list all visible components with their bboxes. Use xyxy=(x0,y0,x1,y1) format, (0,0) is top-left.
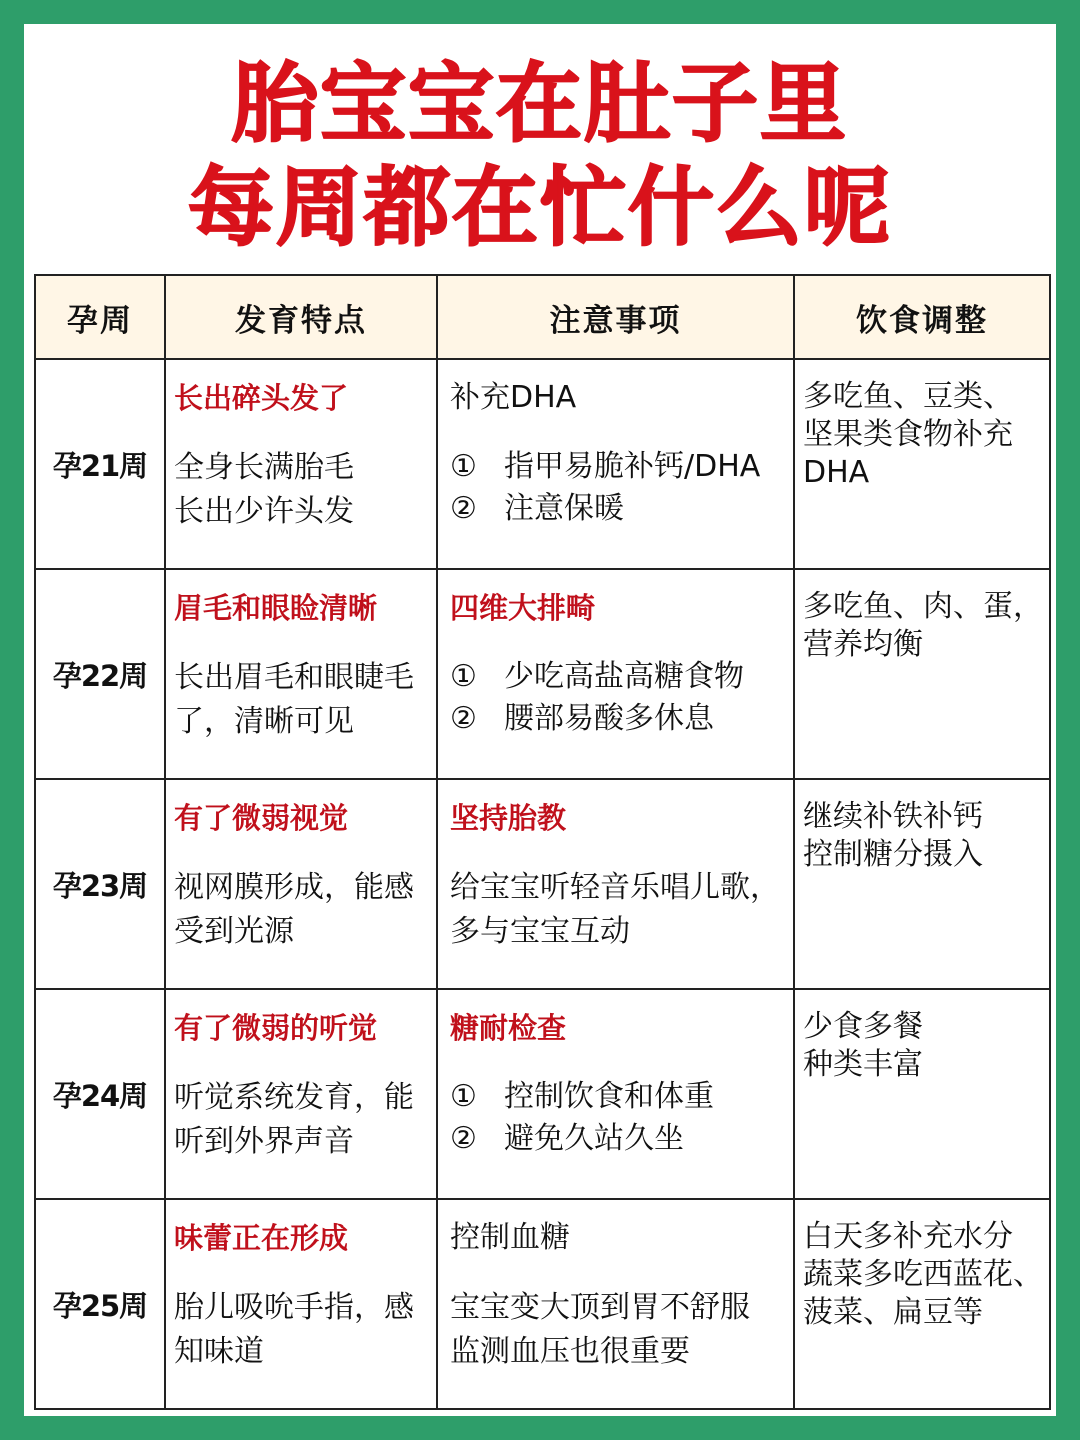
list-item: ② 注意保暖 xyxy=(450,491,624,526)
feature-cell xyxy=(165,1199,437,1409)
list-item: ② 避免久站久坐 xyxy=(450,1121,684,1156)
note-title: 控制血糖 xyxy=(450,1220,570,1255)
page-title xyxy=(24,52,1056,260)
notes-cell xyxy=(437,569,794,779)
note-title: 糖耐检查 xyxy=(450,1011,567,1045)
note-title: 补充DHA xyxy=(450,380,577,415)
header-diet: 饮食调整 xyxy=(794,275,1050,359)
week-cell: 孕24周 xyxy=(35,989,165,1199)
note-list xyxy=(450,656,787,740)
diet-cell: 多吃鱼、豆类、 坚果类食物补充 DHA xyxy=(794,359,1050,569)
list-item: ① 少吃高盐高糖食物 xyxy=(450,659,744,694)
table-row xyxy=(35,989,1050,1199)
note-desc: 给宝宝听轻音乐唱儿歌， 多与宝宝互动 xyxy=(450,870,780,949)
diet-cell: 继续补铁补钙 控制糖分摄入 xyxy=(794,779,1050,989)
header-notes: 注意事项 xyxy=(437,275,794,359)
week-cell: 孕25周 xyxy=(35,1199,165,1409)
poster-card xyxy=(24,24,1056,1416)
pregnancy-week-table xyxy=(34,274,1051,1410)
notes-cell xyxy=(437,1199,794,1409)
feature-desc: 长出眉毛和眼睫毛 了，清晰可见 xyxy=(174,660,414,739)
note-desc: 宝宝变大顶到胃不舒服 监测血压也很重要 xyxy=(450,1290,750,1369)
table-header-row xyxy=(35,275,1050,359)
week-cell: 孕23周 xyxy=(35,779,165,989)
feature-cell xyxy=(165,989,437,1199)
feature-desc: 胎儿吸吮手指，感 知味道 xyxy=(174,1290,414,1369)
title-line-2: 每周都在忙什么呢 xyxy=(188,158,892,258)
table-row xyxy=(35,779,1050,989)
feature-title: 有了微弱视觉 xyxy=(174,801,349,835)
week-cell: 孕22周 xyxy=(35,569,165,779)
feature-desc: 视网膜形成，能感 受到光源 xyxy=(174,870,414,949)
table-row xyxy=(35,359,1050,569)
week-cell: 孕21周 xyxy=(35,359,165,569)
feature-desc: 听觉系统发育，能 听到外界声音 xyxy=(174,1080,414,1159)
feature-title: 味蕾正在形成 xyxy=(174,1221,349,1255)
feature-title: 眉毛和眼睑清晰 xyxy=(174,591,378,625)
feature-desc: 全身长满胎毛 长出少许头发 xyxy=(174,450,354,529)
list-item: ① 指甲易脆补钙/DHA xyxy=(450,449,761,484)
table-row xyxy=(35,1199,1050,1409)
note-title: 坚持胎教 xyxy=(450,801,567,835)
diet-cell: 白天多补充水分 蔬菜多吃西蓝花、 菠菜、扁豆等 xyxy=(794,1199,1050,1409)
diet-cell: 少食多餐 种类丰富 xyxy=(794,989,1050,1199)
table-row xyxy=(35,569,1050,779)
notes-cell xyxy=(437,989,794,1199)
feature-cell xyxy=(165,569,437,779)
title-line-1: 胎宝宝在肚子里 xyxy=(232,54,848,154)
header-week: 孕周 xyxy=(35,275,165,359)
diet-cell: 多吃鱼、肉、蛋， 营养均衡 xyxy=(794,569,1050,779)
header-feature: 发育特点 xyxy=(165,275,437,359)
feature-title: 长出碎头发了 xyxy=(174,381,349,415)
list-item: ① 控制饮食和体重 xyxy=(450,1079,714,1114)
feature-cell xyxy=(165,779,437,989)
notes-cell xyxy=(437,779,794,989)
note-list xyxy=(450,1076,787,1160)
feature-cell xyxy=(165,359,437,569)
note-title: 四维大排畸 xyxy=(450,591,596,625)
notes-cell xyxy=(437,359,794,569)
note-list xyxy=(450,446,787,530)
feature-title: 有了微弱的听觉 xyxy=(174,1011,378,1045)
list-item: ② 腰部易酸多休息 xyxy=(450,701,714,736)
